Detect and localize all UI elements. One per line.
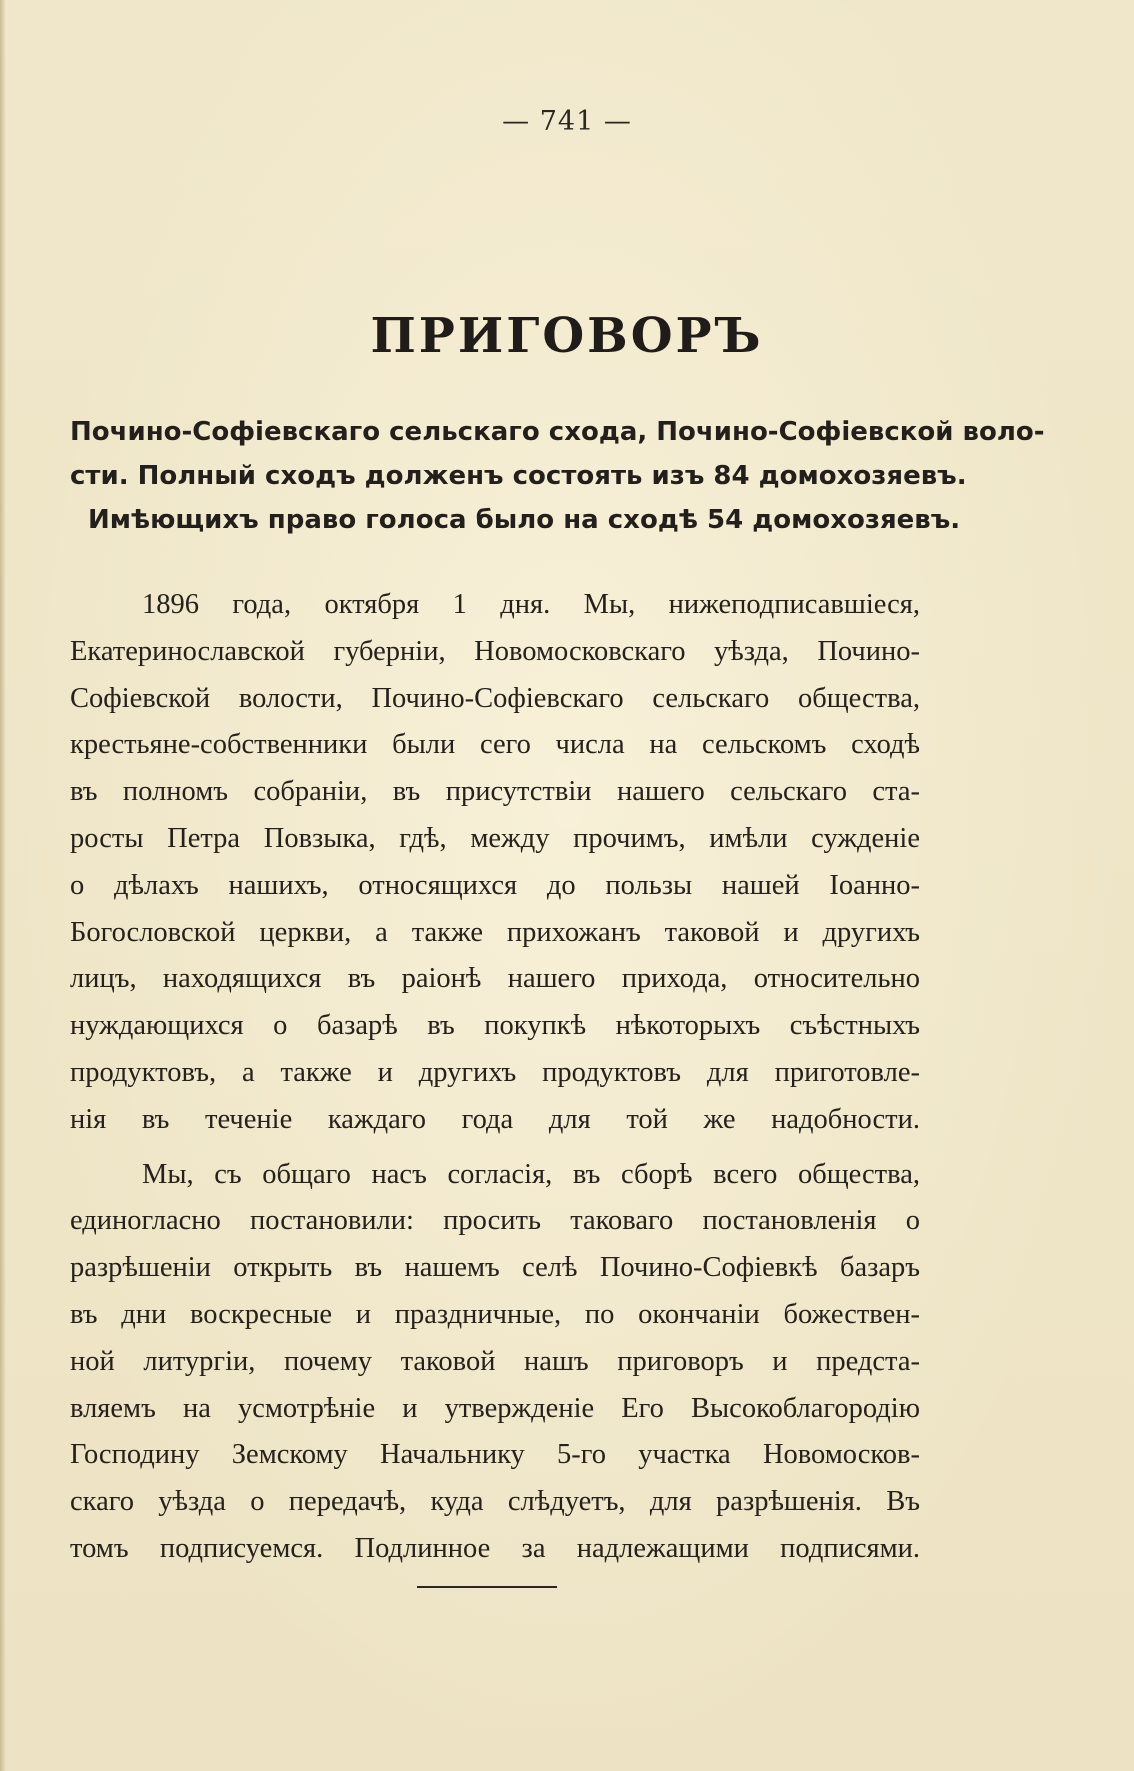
text-line: вляемъ на усмотрѣніе и утвержденіе Его Высокоблагородію [70, 1392, 920, 1424]
text-line: разрѣшеніи открыть въ нашемъ селѣ Почино-Софіевкѣ базаръ [70, 1252, 920, 1284]
text-line: ной литургіи, почему таковой нашъ приговоръ и предста- [70, 1345, 920, 1377]
text-line: о дѣлахъ нашихъ, относящихся до пользы нашей Іоанно- [70, 869, 920, 901]
page-number: — 741 — [502, 106, 632, 137]
paragraph-1 [70, 582, 920, 1144]
text-line: росты Петра Повзыка, гдѣ, между прочимъ, имѣли сужденіе [70, 822, 920, 854]
paragraph-gap [70, 1144, 920, 1152]
text-line: въ дни воскресные и праздничные, по окончаніи божествен- [70, 1298, 920, 1330]
text-line: единогласно постановили: просить таковаго постановленія о [70, 1205, 920, 1237]
text-line: лицъ, находящихся въ раіонѣ нашего прихода, относительно [70, 963, 920, 995]
document-title: ПРИГОВОРЪ [370, 308, 764, 364]
text-line: 1896 года, октября 1 дня. Мы, нижеподписавшіеся, [142, 589, 920, 620]
text-line: крестьяне-собственники были сего числа на сельскомъ сходѣ [70, 729, 920, 761]
text-line: скаго уѣзда о передачѣ, куда слѣдуетъ, для разрѣшенія. Въ [70, 1486, 920, 1518]
text-line: Богословской церкви, а также прихожанъ таковой и другихъ [70, 916, 920, 948]
text-line: томъ подписуемся. Подлинное за надлежащими подписями. [70, 1532, 920, 1564]
text-line: Софіевской волости, Почино-Софіевскаго сельскаго общества, [70, 682, 920, 714]
text-line: Мы, съ общаго насъ согласія, въ сборѣ всего общества, [142, 1158, 920, 1190]
subtitle-line: Почино-Софіевскаго сельскаго схода, Почино-Софіевской воло- [70, 417, 1045, 447]
text-line: Екатеринославской губерніи, Новомосковскаго уѣзда, Почино- [70, 635, 920, 667]
closing-rule [417, 1586, 557, 1588]
page-edge-shadow [0, 0, 6, 1771]
subtitle-line: Имѣющихъ право голоса было на сходѣ 54 домохозяевъ. [88, 505, 961, 535]
text-line: Господину Земскому Начальнику 5-го участка Новомосков- [70, 1439, 920, 1471]
document-body [70, 582, 920, 1573]
paragraph-2 [70, 1152, 920, 1573]
document-subtitle [70, 410, 1045, 542]
text-line: продуктовъ, а также и другихъ продуктовъ для приготовле- [70, 1056, 920, 1088]
text-line: нуждающихся о базарѣ въ покупкѣ нѣкоторыхъ съѣстныхъ [70, 1010, 920, 1042]
text-line: нія въ теченіе каждаго года для той же надобности. [70, 1103, 920, 1135]
text-line: въ полномъ собраніи, въ присутствіи нашего сельскаго ста- [70, 776, 920, 808]
subtitle-line: сти. Полный сходъ долженъ состоять изъ 84 домохозяевъ. [70, 461, 967, 491]
